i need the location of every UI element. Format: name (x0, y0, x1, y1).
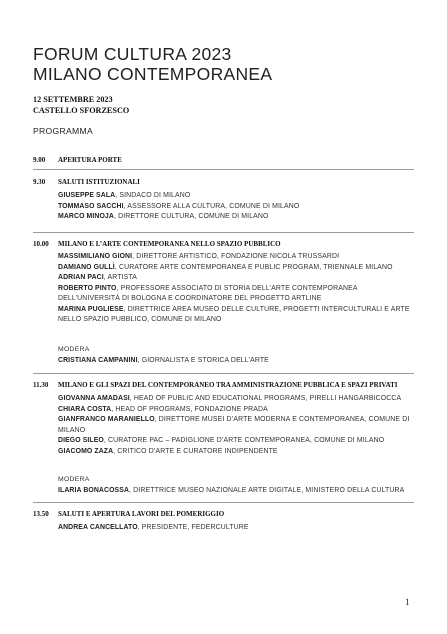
speaker-line (58, 405, 409, 416)
speaker-role: , DIRETTORE MUSEI D’ARTE MODERNA E CONTEMPORANEA, COMUNE DI (154, 416, 410, 423)
document-title (33, 44, 272, 84)
speaker-role: , ASSESSORE ALLA CULTURA, COMUNE DI MILANO (123, 202, 300, 210)
moderator-1130 (58, 486, 404, 497)
speakers-list-1350 (58, 523, 249, 534)
speaker-line (58, 523, 249, 534)
agenda-time: 13.50 (33, 510, 49, 518)
speaker-role: , CRITICO D’ARTE E CURATORE INDIPENDENTE (113, 447, 278, 455)
speaker-role: , GIORNALISTA E STORICA DELL’ARTE (137, 357, 269, 364)
agenda-label: SALUTI E APERTURA LAVORI DEL POMERIGGIO (58, 510, 225, 518)
agenda-time: 9.00 (33, 156, 46, 164)
speaker-line (58, 273, 410, 284)
speaker-line (58, 252, 410, 263)
speaker-role: , CURATORE ARTE CONTEMPORANEA E PUBLIC PROGRAM, TRIENNALE MILANO (114, 263, 393, 271)
agenda-label: APERTURA PORTE (58, 156, 122, 164)
agenda-label: MILANO E L’ARTE CONTEMPORANEA NELLO SPAZIO PUBBLICO (58, 240, 281, 248)
speaker-role: , DIRETTRICE MUSEO NAZIONALE ARTE DIGITALE, MINISTERO DELLA CULTURA (129, 487, 405, 494)
agenda-time: 11.30 (33, 381, 49, 389)
speaker-role: , DIRETTORE CULTURA, COMUNE DI MILANO (113, 213, 269, 220)
speaker-role: , HEAD OF PUBLIC AND EDUCATIONAL PROGRAMS, PIRELLI HANGARBICOCCA (129, 395, 402, 402)
speaker-role: , ARTISTA (103, 274, 138, 281)
speaker-role: MILANO (58, 426, 86, 434)
speaker-name: ROBERTO PINTO (58, 284, 117, 292)
speaker-line (58, 294, 410, 305)
speaker-line (58, 202, 299, 213)
speaker-role: DELL’UNIVERSITÀ DI BOLOGNA E COORDINATORE DEL PROGETTO ARTLINE (58, 295, 322, 302)
speaker-line (58, 263, 410, 274)
speaker-line (58, 394, 409, 405)
speaker-name: CHIARA COSTA (58, 405, 112, 413)
agenda-time: 9.30 (33, 178, 46, 186)
divider (33, 169, 414, 170)
speaker-name: CRISTIANA CAMPANINI (58, 357, 138, 364)
speakers-list-1000 (58, 252, 410, 326)
speaker-role: , HEAD OF PROGRAMS, FONDAZIONE PRADA (111, 405, 268, 413)
speaker-name: MARINA PUGLIESE (58, 305, 124, 313)
speaker-role: NELLO SPAZIO PUBBLICO, COMUNE DI MILANO (58, 316, 222, 323)
moderator-1000 (58, 356, 269, 367)
speaker-name: ANDREA CANCELLATO (58, 524, 138, 531)
speaker-name: ADRIAN PACI (58, 274, 104, 281)
speaker-name: DIEGO SILEO (58, 437, 104, 444)
agenda-label: MILANO E GLI SPAZI DEL CONTEMPORANEO TRA AMMINISTRAZIONE PUBBLICA E SPAZI PRIVATI (58, 381, 398, 389)
speaker-line (58, 436, 409, 447)
speaker-name: ILARIA BONACOSSA (58, 487, 130, 494)
speakers-list-0930 (58, 191, 299, 223)
speaker-line (58, 486, 404, 497)
speaker-name: GIOVANNA AMADASI (58, 395, 130, 402)
agenda-label: SALUTI ISTITUZIONALI (58, 178, 140, 186)
page-number: 1 (405, 597, 410, 607)
speaker-name: GIANFRANCO MARANIELLO (58, 416, 155, 423)
speaker-role: , PRESIDENTE, FEDERCULTURE (137, 524, 249, 531)
title-line-1: FORUM CULTURA 2023 (33, 44, 232, 64)
program-heading: PROGRAMMA (33, 126, 93, 136)
divider (33, 232, 414, 233)
event-date: 12 SETTEMBRE 2023 (33, 95, 113, 104)
speaker-role: , CURATORE PAC – PADIGLIONE D’ARTE CONTEMPORANEA, COMUNE DI MILANO (103, 437, 385, 444)
speaker-name: GIUSEPPE SALA (58, 192, 116, 199)
speaker-role: , DIRETTORE ARTISTICO, FONDAZIONE NICOLA TRUSSARDI (132, 253, 340, 260)
speaker-line (58, 212, 299, 223)
speakers-list-1130 (58, 394, 409, 457)
speaker-line (58, 447, 409, 458)
moderator-label: MODERA (58, 346, 90, 353)
speaker-line (58, 305, 410, 316)
speaker-name: TOMMASO SACCHI (58, 202, 124, 210)
speaker-name: MASSIMILIANO GIONI (58, 253, 133, 260)
date-venue-block (33, 95, 129, 116)
speaker-line (58, 191, 299, 202)
speaker-line (58, 426, 409, 437)
speaker-line (58, 356, 269, 367)
speaker-name: DAMIANO GULLÌ (58, 263, 115, 271)
moderator-label: MODERA (58, 476, 90, 483)
divider (33, 502, 414, 503)
speaker-line (58, 415, 409, 426)
speaker-role: , SINDACO DI MILANO (115, 192, 191, 199)
divider (33, 373, 414, 374)
speaker-role: , DIRETTRICE AREA MUSEO DELLE CULTURE, PROGETTI INTERCULTURALI E ARTE (123, 305, 410, 313)
event-venue: CASTELLO SFORZESCO (33, 105, 130, 115)
speaker-line (58, 284, 410, 295)
speaker-name: MARCO MINOJA (58, 213, 114, 220)
speaker-line (58, 315, 410, 326)
agenda-time: 10.00 (33, 240, 49, 248)
speaker-role: , PROFESSORE ASSOCIATO DI STORIA DELL’ARTE CONTEMPORANEA (116, 284, 358, 292)
title-line-2: MILANO CONTEMPORANEA (33, 64, 273, 84)
speaker-name: GIACOMO ZAZA (58, 447, 114, 455)
